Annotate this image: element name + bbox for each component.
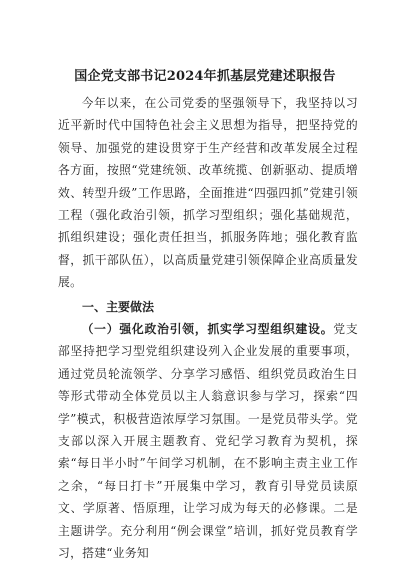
section-heading: 一、主要做法 — [82, 300, 155, 314]
subsection-heading: （一）强化政治引领，抓实学习型组织建设。 — [81, 322, 334, 336]
subsection-body: 党支部坚持把学习型党组织建设列入企业发展的重要事项，通过党员轮流领学、分享学习感悟、组织党员政治生日等形式带动全体党员以主人翁意识参与学习，探索“四学”模式，积极营造浓厚学习氛围。一是党员带头学。党支部以深入开展主题教育、党纪学习教育为契机，探索“每日半小时”午间学习机制，在不影响主责主业工作之余，“每日打卡”开展集中学习，教育引导党员读原文、学原著、悟原理，让学习成为每天的必修课。二是主题讲学。充分利用“例会课堂”培训，抓好党员教育学习，搭建“业务知 — [58, 322, 358, 561]
document-title: 国企党支部书记2024年抓基层党建述职报告 — [74, 69, 336, 84]
subsection-paragraph — [58, 318, 358, 564]
intro-paragraph: 今年以来，在公司党委的坚强领导下，我坚持以习近平新时代中国特色社会主义思想为指导，把坚持党的领导、加强党的建设贯穿于生产经营和改革发展全过程各方面，按照“党建统领、改革统揽、创新驱动、提质增效、转型升级”工作思路，全面推进“四强四抓”党建引领工程（强化政治引领，抓学习型组织；强化基础规范，抓组织建设；强化责任担当，抓服务阵地；强化教育监督，抓干部队伍），以高质量党建引领保障企业高质量发展。 — [58, 96, 358, 290]
